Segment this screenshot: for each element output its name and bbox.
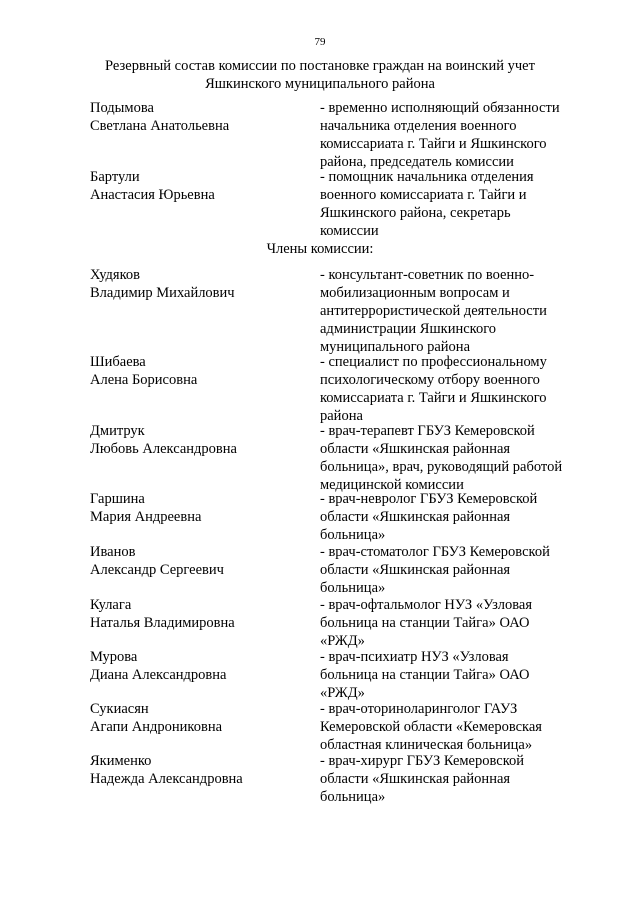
person-role <box>320 596 582 650</box>
person-given-names: Алена Борисовна <box>90 372 198 388</box>
role-line: комиссариата г. Тайги и Яшкинского <box>320 390 547 406</box>
person-surname: Иванов <box>90 544 136 560</box>
document-title <box>60 57 580 93</box>
person-given-names: Анастасия Юрьевна <box>90 187 215 203</box>
person-role <box>320 266 582 356</box>
person-role <box>320 700 582 754</box>
role-line: - специалист по профессиональному <box>320 354 547 370</box>
role-line: - врач-хирург ГБУЗ Кемеровской <box>320 753 525 769</box>
person-surname: Кулага <box>90 597 132 613</box>
person-given-names: Надежда Александровна <box>90 771 243 787</box>
person-name <box>90 648 310 684</box>
title-line-1: Резервный состав комиссии по постановке граждан на воинский учет <box>105 58 535 74</box>
role-line: - помощник начальника отделения <box>320 169 534 185</box>
role-line: области «Яшкинская районная <box>320 562 511 578</box>
person-surname: Дмитрук <box>90 423 145 439</box>
role-line: мобилизационным вопросам и <box>320 285 510 301</box>
page-number: 79 <box>314 36 326 48</box>
person-surname: Гаршина <box>90 491 145 507</box>
person-given-names: Александр Сергеевич <box>90 562 224 578</box>
role-line: больница» <box>320 527 386 543</box>
role-line: больница» <box>320 580 386 596</box>
person-role <box>320 490 582 544</box>
person-name <box>90 422 310 458</box>
role-line: больница на станции Тайга» ОАО <box>320 667 530 683</box>
person-surname: Якименко <box>90 753 152 769</box>
person-role <box>320 543 582 597</box>
role-line: Яшкинского района, секретарь <box>320 205 511 221</box>
role-line: района <box>320 408 363 424</box>
person-surname: Подымова <box>90 100 154 116</box>
person-given-names: Светлана Анатольевна <box>90 118 230 134</box>
role-line: области «Яшкинская районная <box>320 771 511 787</box>
person-name <box>90 266 310 302</box>
members-heading: Члены комиссии: <box>266 241 374 257</box>
role-line: - врач-оториноларинголог ГАУЗ <box>320 701 518 717</box>
role-line: областная клиническая больница» <box>320 737 533 753</box>
role-line: - временно исполняющий обязанности <box>320 100 560 116</box>
role-line: области «Яшкинская районная <box>320 441 511 457</box>
person-given-names: Диана Александровна <box>90 667 227 683</box>
person-surname: Мурова <box>90 649 138 665</box>
role-line: администрации Яшкинского <box>320 321 497 337</box>
role-line: - врач-психиатр НУЗ «Узловая <box>320 649 509 665</box>
person-name <box>90 490 310 526</box>
role-line: военного комиссариата г. Тайги и <box>320 187 527 203</box>
role-line: - врач-терапевт ГБУЗ Кемеровской <box>320 423 535 439</box>
person-surname: Худяков <box>90 267 140 283</box>
role-line: Кемеровской области «Кемеровская <box>320 719 542 735</box>
role-line: больница на станции Тайга» ОАО <box>320 615 530 631</box>
role-line: - консультант-советник по военно- <box>320 267 535 283</box>
role-line: комиссариата г. Тайги и Яшкинского <box>320 136 547 152</box>
role-line: комиссии <box>320 223 379 239</box>
person-role <box>320 353 582 425</box>
person-name <box>90 168 310 204</box>
role-line: района, председатель комиссии <box>320 154 514 170</box>
person-name <box>90 596 310 632</box>
role-line: - врач-офтальмолог НУЗ «Узловая <box>320 597 533 613</box>
person-name <box>90 543 310 579</box>
person-surname: Шибаева <box>90 354 146 370</box>
person-name <box>90 752 310 788</box>
role-line: «РЖД» <box>320 685 365 701</box>
title-line-2: Яшкинского муниципального района <box>205 76 435 92</box>
role-line: антитеррористической деятельности <box>320 303 547 319</box>
role-line: психологическому отбору военного <box>320 372 540 388</box>
role-line: больница» <box>320 789 386 805</box>
person-given-names: Мария Андреевна <box>90 509 202 525</box>
person-name <box>90 700 310 736</box>
role-line: медицинской комиссии <box>320 477 464 493</box>
role-line: «РЖД» <box>320 633 365 649</box>
role-line: начальника отделения военного <box>320 118 517 134</box>
person-role <box>320 752 582 806</box>
person-surname: Бартули <box>90 169 140 185</box>
role-line: - врач-стоматолог ГБУЗ Кемеровской <box>320 544 550 560</box>
role-line: области «Яшкинская районная <box>320 509 511 525</box>
person-role <box>320 99 582 171</box>
person-role <box>320 422 582 494</box>
person-given-names: Агапи Андрониковна <box>90 719 223 735</box>
role-line: - врач-невролог ГБУЗ Кемеровской <box>320 491 538 507</box>
person-role <box>320 168 582 240</box>
role-line: больница», врач, руководящий работой <box>320 459 563 475</box>
person-role <box>320 648 582 702</box>
person-given-names: Любовь Александровна <box>90 441 237 457</box>
person-given-names: Наталья Владимировна <box>90 615 235 631</box>
person-given-names: Владимир Михайлович <box>90 285 235 301</box>
person-surname: Сукиасян <box>90 701 149 717</box>
person-name <box>90 353 310 389</box>
role-line: муниципального района <box>320 339 470 355</box>
person-name <box>90 99 310 135</box>
